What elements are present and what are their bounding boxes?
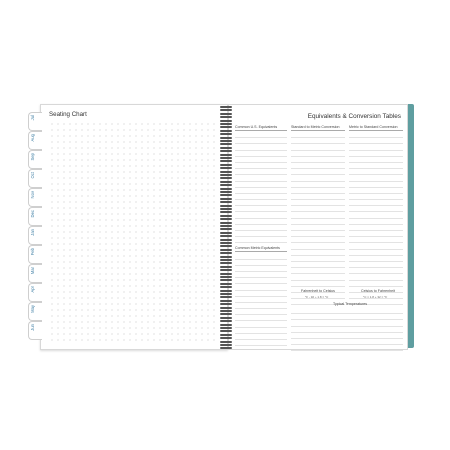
- spiral-ring: [220, 259, 232, 261]
- spiral-ring: [220, 235, 232, 237]
- spiral-ring: [220, 120, 232, 122]
- spiral-ring: [220, 198, 232, 200]
- spiral-ring: [220, 113, 232, 115]
- spiral-ring: [220, 184, 232, 186]
- tab-apr[interactable]: Apr: [28, 283, 42, 302]
- spiral-ring: [220, 154, 232, 156]
- spiral-ring: [220, 157, 232, 159]
- spiral-ring: [220, 293, 232, 295]
- spiral-ring: [220, 327, 232, 329]
- spiral-ring: [220, 150, 232, 152]
- tab-oct[interactable]: Oct: [28, 169, 42, 188]
- spiral-ring: [220, 262, 232, 264]
- spiral-ring: [220, 286, 232, 288]
- spiral-ring: [220, 307, 232, 309]
- page-title: Equivalents & Conversion Tables: [307, 113, 401, 120]
- spiral-ring: [220, 266, 232, 268]
- column-header: Metric to Standard Conversion: [349, 125, 403, 131]
- spiral-ring: [220, 317, 232, 319]
- spiral-ring: [220, 191, 232, 193]
- spiral-ring: [220, 174, 232, 176]
- spiral-binding: [220, 104, 232, 350]
- spiral-ring: [220, 143, 232, 145]
- temperature-rows: [291, 308, 403, 351]
- spiral-ring: [220, 147, 232, 149]
- tab-dec[interactable]: Dec: [28, 207, 42, 226]
- spiral-ring: [220, 116, 232, 118]
- column-header: Common U.S. Equivalents: [235, 125, 287, 131]
- column-header: Common Metric Equivalents: [235, 246, 287, 252]
- tab-aug[interactable]: Aug: [28, 131, 42, 150]
- spiral-ring: [220, 140, 232, 142]
- spiral-ring: [220, 123, 232, 125]
- spiral-ring: [220, 194, 232, 196]
- seating-chart-page: [40, 104, 228, 350]
- spiral-ring: [220, 242, 232, 244]
- spiral-ring: [220, 211, 232, 213]
- spiral-ring: [220, 133, 232, 135]
- table-row: [291, 345, 403, 351]
- spiral-ring: [220, 215, 232, 217]
- spiral-ring: [220, 181, 232, 183]
- column-header: Standard to Metric Conversion: [291, 125, 345, 131]
- tab-may[interactable]: May: [28, 302, 42, 321]
- spiral-ring: [220, 164, 232, 166]
- spiral-ring: [220, 137, 232, 139]
- spiral-ring: [220, 269, 232, 271]
- spiral-ring: [220, 290, 232, 292]
- spiral-ring: [220, 232, 232, 234]
- spiral-ring: [220, 320, 232, 322]
- dot-grid: [49, 121, 219, 343]
- tab-sep[interactable]: Sep: [28, 150, 42, 169]
- spiral-ring: [220, 228, 232, 230]
- spiral-ring: [220, 310, 232, 312]
- spiral-ring: [220, 225, 232, 227]
- fahrenheit-formula: °F - 32 ÷ 1.8 = °C: [305, 295, 329, 299]
- table-row: [235, 340, 287, 346]
- spiral-ring: [220, 279, 232, 281]
- spiral-ring: [220, 109, 232, 111]
- fahrenheit-to-celsius-heading: Fahrenheit to Celsius: [301, 289, 335, 293]
- page-title: Seating Chart: [49, 111, 87, 118]
- spiral-ring: [220, 276, 232, 278]
- spiral-ring: [220, 334, 232, 336]
- spiral-ring: [220, 167, 232, 169]
- spiral-ring: [220, 344, 232, 346]
- spiral-ring: [220, 337, 232, 339]
- us-equivalents-column: [235, 125, 287, 346]
- tab-nov[interactable]: Nov: [28, 188, 42, 207]
- spiral-ring: [220, 205, 232, 207]
- spiral-ring: [220, 283, 232, 285]
- spiral-ring: [220, 222, 232, 224]
- spiral-ring: [220, 201, 232, 203]
- table-row: [235, 237, 287, 243]
- spiral-ring: [220, 273, 232, 275]
- spiral-ring: [220, 130, 232, 132]
- spiral-ring: [220, 252, 232, 254]
- tab-feb[interactable]: Feb: [28, 245, 42, 264]
- standard-to-metric-column: [291, 125, 345, 305]
- spiral-ring: [220, 106, 232, 108]
- typical-temperatures-heading: Typical Temperatures: [333, 302, 368, 306]
- spiral-ring: [220, 188, 232, 190]
- tab-mar[interactable]: Mar: [28, 264, 42, 283]
- spiral-ring: [220, 330, 232, 332]
- tab-jul[interactable]: Jul: [28, 112, 42, 131]
- spiral-ring: [220, 245, 232, 247]
- spiral-ring: [220, 296, 232, 298]
- spiral-ring: [220, 313, 232, 315]
- spiral-ring: [220, 218, 232, 220]
- spiral-ring: [220, 341, 232, 343]
- spiral-ring: [220, 239, 232, 241]
- spiral-ring: [220, 126, 232, 128]
- celsius-formula: °C × 1.8 + 32 = °F: [363, 295, 388, 299]
- spiral-ring: [220, 208, 232, 210]
- spiral-ring: [220, 303, 232, 305]
- spiral-ring: [220, 324, 232, 326]
- spiral-ring: [220, 171, 232, 173]
- spiral-ring: [220, 347, 232, 349]
- tab-jun[interactable]: Jun: [28, 321, 42, 340]
- tab-jan[interactable]: Jan: [28, 226, 42, 245]
- metric-to-standard-column: [349, 125, 403, 305]
- spiral-ring: [220, 300, 232, 302]
- spiral-ring: [220, 177, 232, 179]
- conversion-tables-page: [228, 104, 408, 350]
- spiral-ring: [220, 256, 232, 258]
- spiral-ring: [220, 249, 232, 251]
- celsius-to-fahrenheit-heading: Celsius to Fahrenheit: [361, 289, 395, 293]
- spiral-ring: [220, 160, 232, 162]
